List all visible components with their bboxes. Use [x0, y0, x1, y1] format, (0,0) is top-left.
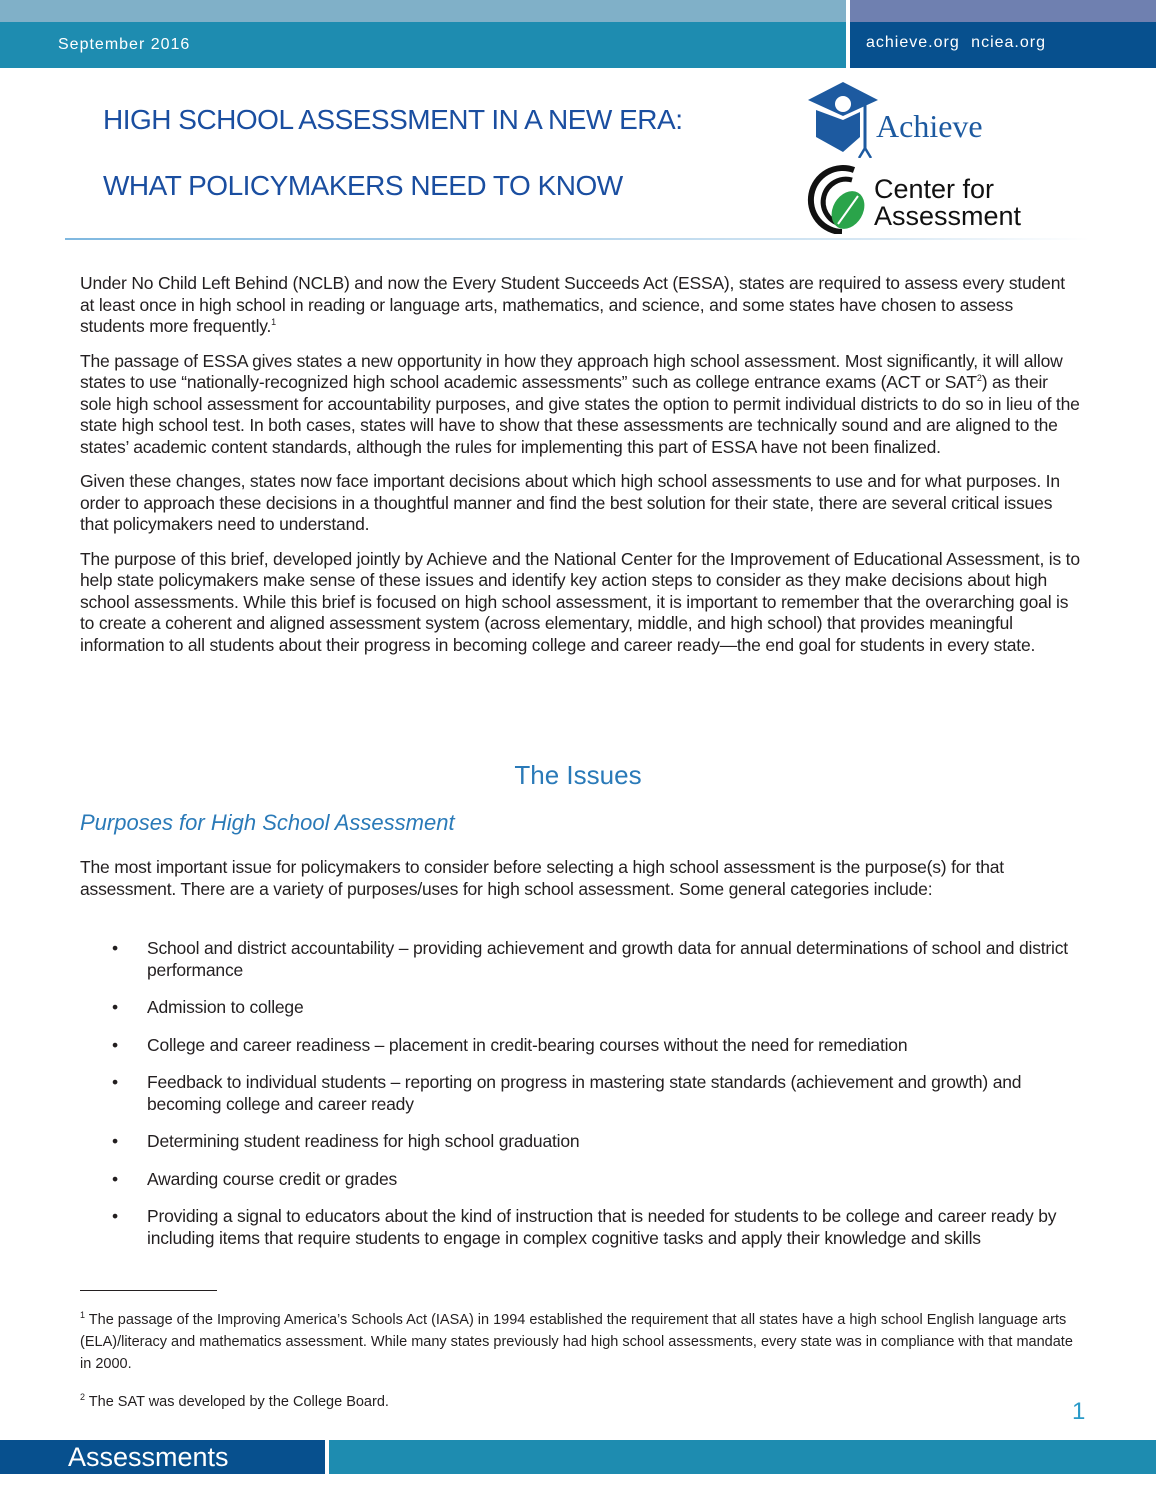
list-item	[80, 1169, 1080, 1191]
bullet-icon: •	[112, 997, 118, 1017]
achieve-logo	[808, 82, 878, 163]
bullet-icon: •	[112, 938, 118, 958]
bullet-icon: •	[112, 1206, 118, 1226]
list-item-text: Awarding course credit or grades	[147, 1168, 398, 1189]
center-for-assessment-logo	[802, 164, 872, 239]
list-item	[80, 1131, 1080, 1153]
list-item	[80, 997, 1080, 1019]
title-line-2: WHAT POLICYMAKERS NEED TO KNOW	[103, 170, 623, 201]
footer-bar-right	[329, 1440, 1156, 1474]
title-divider	[65, 238, 1090, 240]
list-item	[80, 1206, 1080, 1249]
paragraph-text: ) as their sole high school assessment for accountability purposes, and give states the option to permit individual districts to do so in lieu of the state high school test. In both cases, states will have to show that these assessments are technically sound and are aligned to the states’ academic content standards, although the rules for implementing this part of ESSA have not been finalized.	[80, 372, 1080, 457]
purposes-intro: The most important issue for policymakers to consider before selecting a high school assessment is the purpose(s) for that assessment. There are a variety of purposes/uses for high school assessment. Some general categories include:	[80, 857, 1004, 899]
bullet-icon: •	[112, 1034, 118, 1055]
list-item	[80, 1072, 1080, 1115]
website-links: achieve.org nciea.org	[866, 34, 1046, 51]
bullet-icon: •	[112, 1131, 118, 1151]
publication-date: September 2016	[58, 36, 191, 53]
subsection-heading: Purposes for High School Assessment	[80, 810, 455, 835]
list-item-text: College and career readiness – placement in credit-bearing courses without the need for remediation	[147, 1034, 908, 1055]
list-item-text: School and district accountability – providing achievement and growth data for annual determinations of school and district performance	[147, 938, 1068, 980]
footnote-text: The SAT was developed by the College Board.	[88, 1394, 389, 1410]
purposes-list	[80, 938, 1080, 1249]
footer-label: Assessments	[68, 1442, 229, 1472]
footnote-1	[80, 1309, 1080, 1375]
leaf-circle-icon	[802, 164, 872, 234]
intro-body	[80, 273, 1080, 669]
header-band-top	[0, 0, 846, 22]
center-logo-line-1: Center for	[874, 174, 995, 204]
graduation-cap-icon	[808, 82, 878, 158]
footnote-mark: 2	[80, 1392, 86, 1403]
paragraph-text: Under No Child Left Behind (NCLB) and now the Every Student Succeeds Act (ESSA), states are required to assess every student at least once in high school in reading or language arts, mathematics, and science, and some states have chosen to assess students more frequently.	[80, 273, 1065, 336]
list-item-text: Admission to college	[147, 997, 304, 1017]
bullet-icon: •	[112, 1168, 118, 1189]
title-line-1: HIGH SCHOOL ASSESSMENT IN A NEW ERA:	[103, 104, 683, 135]
paragraph-3: Given these changes, states now face important decisions about which high school assessments to use and for what purposes. In order to approach these decisions in a thoughtful manner and find the best solution for their state, there are several critical issues that policymakers need to understand.	[80, 471, 1060, 534]
list-item	[80, 1035, 1080, 1057]
paragraph-text: The passage of ESSA gives states a new opportunity in how they approach high school assessment. Most significantly, it will allow states to use “nationally-recognized high school academic assessments” such as college entrance exams (ACT or SAT	[80, 350, 1063, 392]
list-item-text: Feedback to individual students – reporting on progress in mastering state standards (achievement and growth) and becoming college and career ready	[147, 1072, 1022, 1114]
bullet-icon: •	[112, 1072, 118, 1092]
paragraph-2	[80, 351, 1080, 459]
footnote-text: The passage of the Improving America’s Schools Act (IASA) in 1994 established the requirement that all states have a high school English language arts (ELA)/literacy and mathematics assessment. While many states previously had high school assessments, every state was in compliance with that mandate in 2000.	[80, 1312, 1073, 1372]
header-band-top-right	[850, 0, 1156, 22]
paragraph-4: The purpose of this brief, developed jointly by Achieve and the National Center for the Improvement of Educational Assessment, is to help state policymakers make sense of these issues and identify key action steps to consider as they make decisions about high school assessments. While this brief is focused on high school assessment, it is important to remember that the overarching goal is to create a coherent and aligned assessment system (across elementary, middle, and high school) that provides meaningful information to all students about their progress in becoming college and career ready—the end goal for students in every state.	[80, 548, 1080, 655]
paragraph-1	[80, 273, 1080, 338]
center-logo-text	[874, 176, 1021, 230]
footnote-divider	[80, 1290, 217, 1291]
center-logo-line-2: Assessment	[874, 201, 1022, 231]
achieve-logo-text: Achieve	[876, 108, 983, 144]
page-number: 1	[1072, 1398, 1086, 1425]
footnote-mark: 1	[80, 1310, 86, 1321]
footnote-ref: 1	[271, 317, 276, 328]
footnote-2	[80, 1391, 1080, 1413]
list-item	[80, 938, 1080, 981]
list-item-text: Providing a signal to educators about the kind of instruction that is needed for students to be college and career ready by including items that require students to engage in complex cognitive tasks and apply their knowledge and skills	[147, 1206, 1057, 1248]
section-heading: The Issues	[514, 760, 642, 790]
footnote-ref: 2	[976, 373, 982, 384]
list-item-text: Determining student readiness for high school graduation	[147, 1131, 580, 1151]
